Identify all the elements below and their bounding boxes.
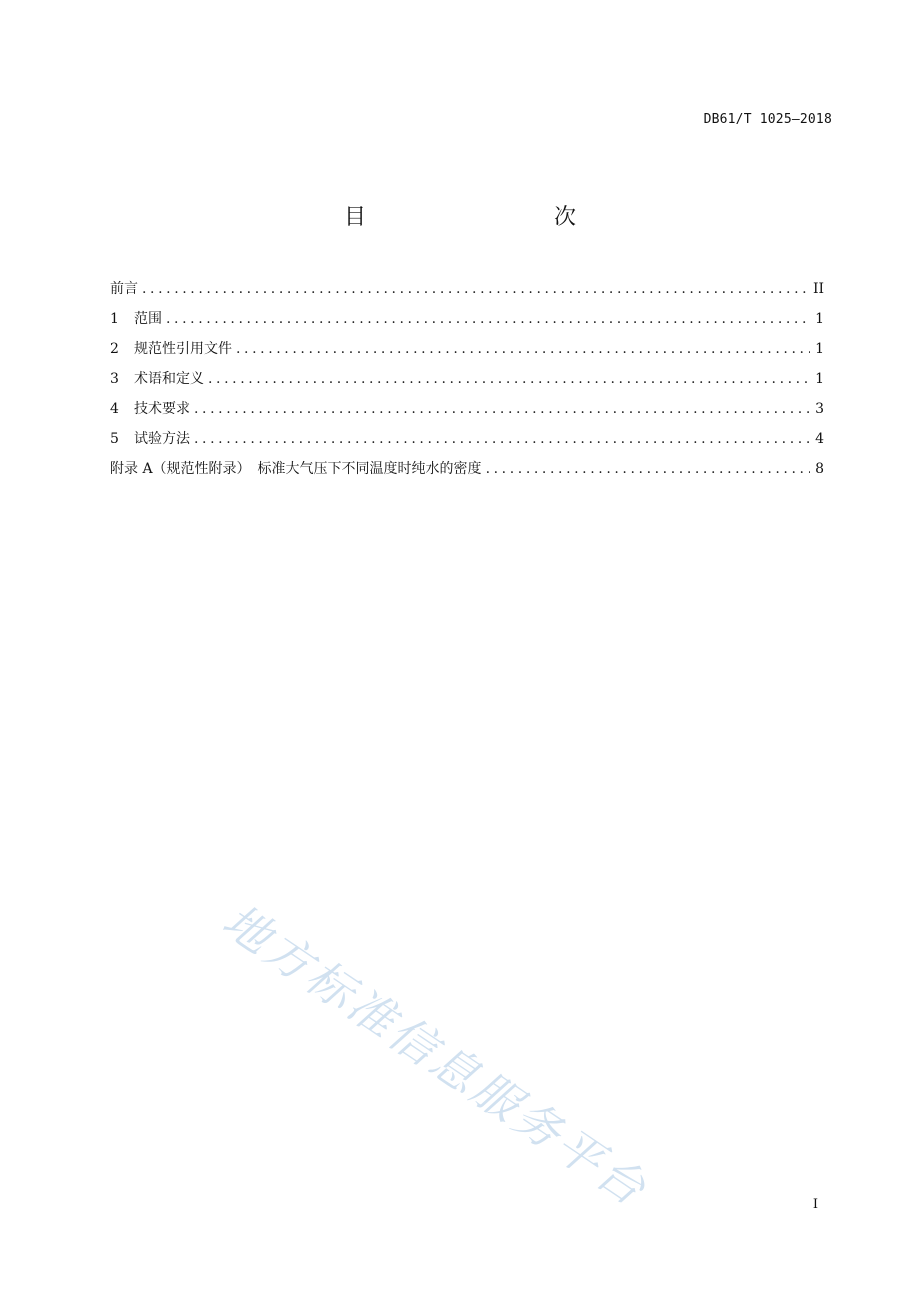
toc-entry-number: 3 (110, 371, 119, 387)
toc-entry-scope[interactable] (110, 308, 824, 338)
toc-entry-label: 术语和定义 (134, 371, 204, 387)
toc-leader-dots (142, 281, 809, 297)
toc-entry-page: 8 (815, 461, 824, 477)
toc-leader-dots (166, 311, 810, 327)
toc-entry-number: 2 (110, 341, 119, 357)
toc-entry-label: 规范性引用文件 (134, 341, 232, 357)
page-number: I (812, 1197, 818, 1212)
toc-entry-number: 4 (110, 401, 119, 417)
page-title: 目 次 (343, 205, 624, 230)
toc-entry-foreword[interactable] (110, 278, 824, 308)
toc-entry-label: 前言 (110, 281, 138, 297)
toc-leader-dots (194, 401, 810, 417)
toc-entry-page: 1 (815, 341, 824, 357)
toc-entry-label: 试验方法 (134, 431, 190, 447)
toc-entry-label: 技术要求 (134, 401, 190, 417)
toc-entry-number: 5 (110, 431, 119, 447)
toc-entry-appendix-a[interactable] (110, 458, 824, 488)
toc-entry-test-methods[interactable] (110, 428, 824, 458)
toc-entry-page: 4 (815, 431, 824, 447)
toc-entry-number: 1 (110, 311, 119, 327)
toc-entry-page: 3 (815, 401, 824, 417)
toc-entry-page: II (812, 281, 824, 297)
toc-leader-dots (486, 461, 810, 477)
document-code: DB61/T 1025—2018 (703, 112, 832, 127)
toc-entry-terms-definitions[interactable] (110, 368, 824, 398)
toc-leader-dots (194, 431, 810, 447)
toc-entry-label: 附录 A（规范性附录） 标准大气压下不同温度时纯水的密度 (110, 461, 482, 477)
watermark: 地方标准信息服务平台 (213, 893, 658, 1218)
table-of-contents (110, 278, 824, 488)
toc-entry-page: 1 (815, 311, 824, 327)
toc-entry-label: 范围 (134, 311, 162, 327)
toc-entry-technical-requirements[interactable] (110, 398, 824, 428)
toc-leader-dots (236, 341, 810, 357)
toc-leader-dots (208, 371, 810, 387)
toc-entry-page: 1 (815, 371, 824, 387)
toc-entry-normative-references[interactable] (110, 338, 824, 368)
